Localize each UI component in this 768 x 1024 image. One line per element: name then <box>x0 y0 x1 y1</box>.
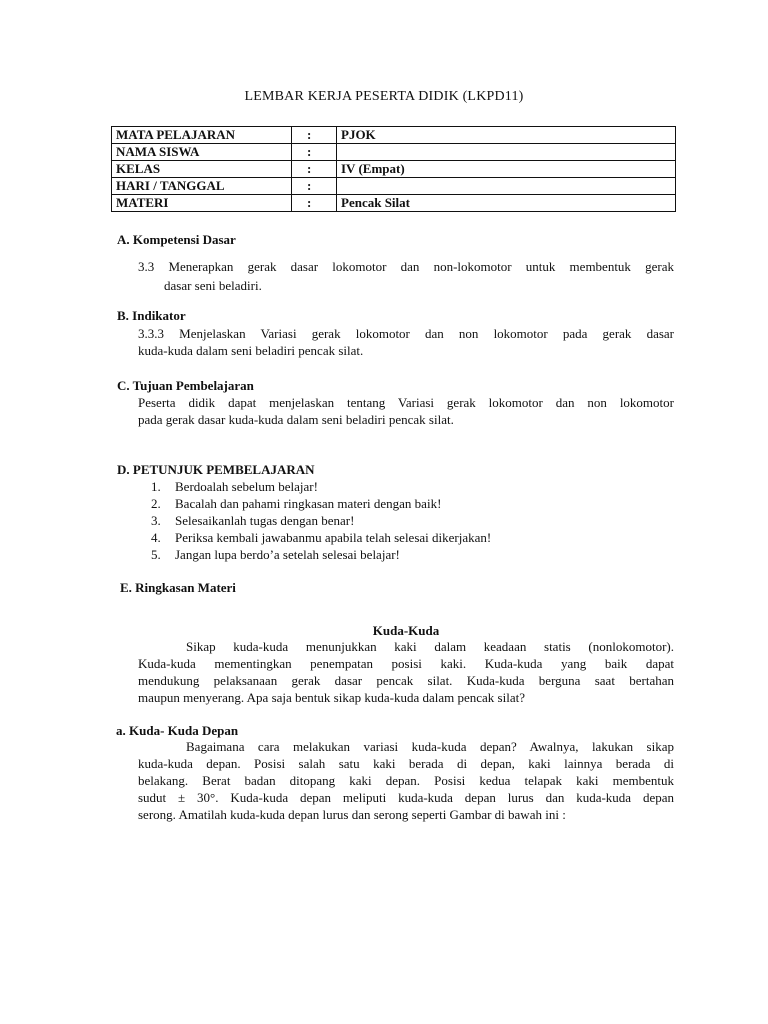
kuda-kuda-line-2: Kuda-kuda mementingkan penempatan posisi kaki. Kuda-kuda yang baik dapat <box>138 656 674 671</box>
section-a-line-1: 3.3 Menerapkan gerak dasar lokomotor dan non-lokomotor untuk membentuk gerak <box>138 259 674 274</box>
kuda-depan-line-3: belakang. Berat badan ditopang kaki depan. Posisi kedua telapak kaki membentuk <box>138 773 674 788</box>
list-item-text: Berdoalah sebelum belajar! <box>175 479 318 494</box>
section-a-line-2: dasar seni beladiri. <box>164 278 262 293</box>
table-cell-value <box>337 144 676 161</box>
list-item <box>151 512 491 529</box>
list-item <box>151 546 491 563</box>
section-b-line-2: kuda-kuda dalam seni beladiri pencak silat. <box>138 343 364 358</box>
list-item-number: 4. <box>151 530 161 545</box>
info-table <box>111 126 676 212</box>
table-row <box>112 127 676 144</box>
list-item <box>151 495 491 512</box>
list-item <box>151 529 491 546</box>
table-row <box>112 195 676 212</box>
table-row <box>112 144 676 161</box>
table-cell-value: Pencak Silat <box>337 195 676 212</box>
kuda-kuda-title: Kuda-Kuda <box>372 623 440 638</box>
table-cell-value: IV (Empat) <box>337 161 676 178</box>
kuda-kuda-line-3: mendukung pelaksanaan gerak dasar pencak silat. Kuda-kuda berguna saat bertahan <box>138 673 674 688</box>
table-cell-label: HARI / TANGGAL <box>112 178 292 195</box>
list-item-text: Periksa kembali jawabanmu apabila telah selesai dikerjakan! <box>175 530 492 545</box>
table-row <box>112 178 676 195</box>
table-cell-sep: : <box>292 144 337 161</box>
section-a-heading: A. Kompetensi Dasar <box>117 232 236 247</box>
section-b-line-1: 3.3.3 Menjelaskan Variasi gerak lokomotor dan non lokomotor pada gerak dasar <box>138 326 674 341</box>
table-cell-sep: : <box>292 178 337 195</box>
list-item-text: Selesaikanlah tugas dengan benar! <box>175 513 355 528</box>
list-item-number: 2. <box>151 496 161 511</box>
section-e-heading: E. Ringkasan Materi <box>120 580 236 595</box>
kuda-depan-heading: a. Kuda- Kuda Depan <box>116 723 239 738</box>
table-cell-sep: : <box>292 195 337 212</box>
table-cell-label: KELAS <box>112 161 292 178</box>
table-cell-value <box>337 178 676 195</box>
table-cell-sep: : <box>292 161 337 178</box>
list-item <box>151 478 491 495</box>
kuda-kuda-line-4: maupun menyerang. Apa saja bentuk sikap kuda-kuda dalam pencak silat? <box>138 690 525 705</box>
kuda-depan-line-2: kuda-kuda depan. Posisi salah satu kaki berada di depan, kaki lainnya berada di <box>138 756 674 771</box>
section-d-heading: D. PETUNJUK PEMBELAJARAN <box>117 462 315 477</box>
table-cell-label: MATERI <box>112 195 292 212</box>
list-item-text: Bacalah dan pahami ringkasan materi dengan baik! <box>175 496 442 511</box>
list-item-number: 3. <box>151 513 161 528</box>
section-c-line-1: Peserta didik dapat menjelaskan tentang Variasi gerak lokomotor dan non lokomotor <box>138 395 674 410</box>
kuda-depan-line-4: sudut ± 30°. Kuda-kuda depan meliputi kuda-kuda depan lurus dan kuda-kuda depan <box>138 790 674 805</box>
instruction-list <box>151 478 491 563</box>
table-row <box>112 161 676 178</box>
page-title: LEMBAR KERJA PESERTA DIDIK (LKPD11) <box>244 89 524 104</box>
table-cell-sep: : <box>292 127 337 144</box>
kuda-depan-line-1: Bagaimana cara melakukan variasi kuda-kuda depan? Awalnya, lakukan sikap <box>186 739 674 754</box>
table-cell-label: NAMA SISWA <box>112 144 292 161</box>
section-b-heading: B. Indikator <box>117 308 186 323</box>
section-c-heading: C. Tujuan Pembelajaran <box>117 378 254 393</box>
kuda-depan-line-5: serong. Amatilah kuda-kuda depan lurus dan serong seperti Gambar di bawah ini : <box>138 807 566 822</box>
table-cell-label: MATA PELAJARAN <box>112 127 292 144</box>
list-item-text: Jangan lupa berdo’a setelah selesai belajar! <box>175 547 400 562</box>
section-c-line-2: pada gerak dasar kuda-kuda dalam seni beladiri pencak silat. <box>138 412 454 427</box>
table-cell-value: PJOK <box>337 127 676 144</box>
list-item-number: 5. <box>151 547 161 562</box>
list-item-number: 1. <box>151 479 161 494</box>
kuda-kuda-line-1: Sikap kuda-kuda menunjukkan kaki dalam keadaan statis (nonlokomotor). <box>186 639 674 654</box>
